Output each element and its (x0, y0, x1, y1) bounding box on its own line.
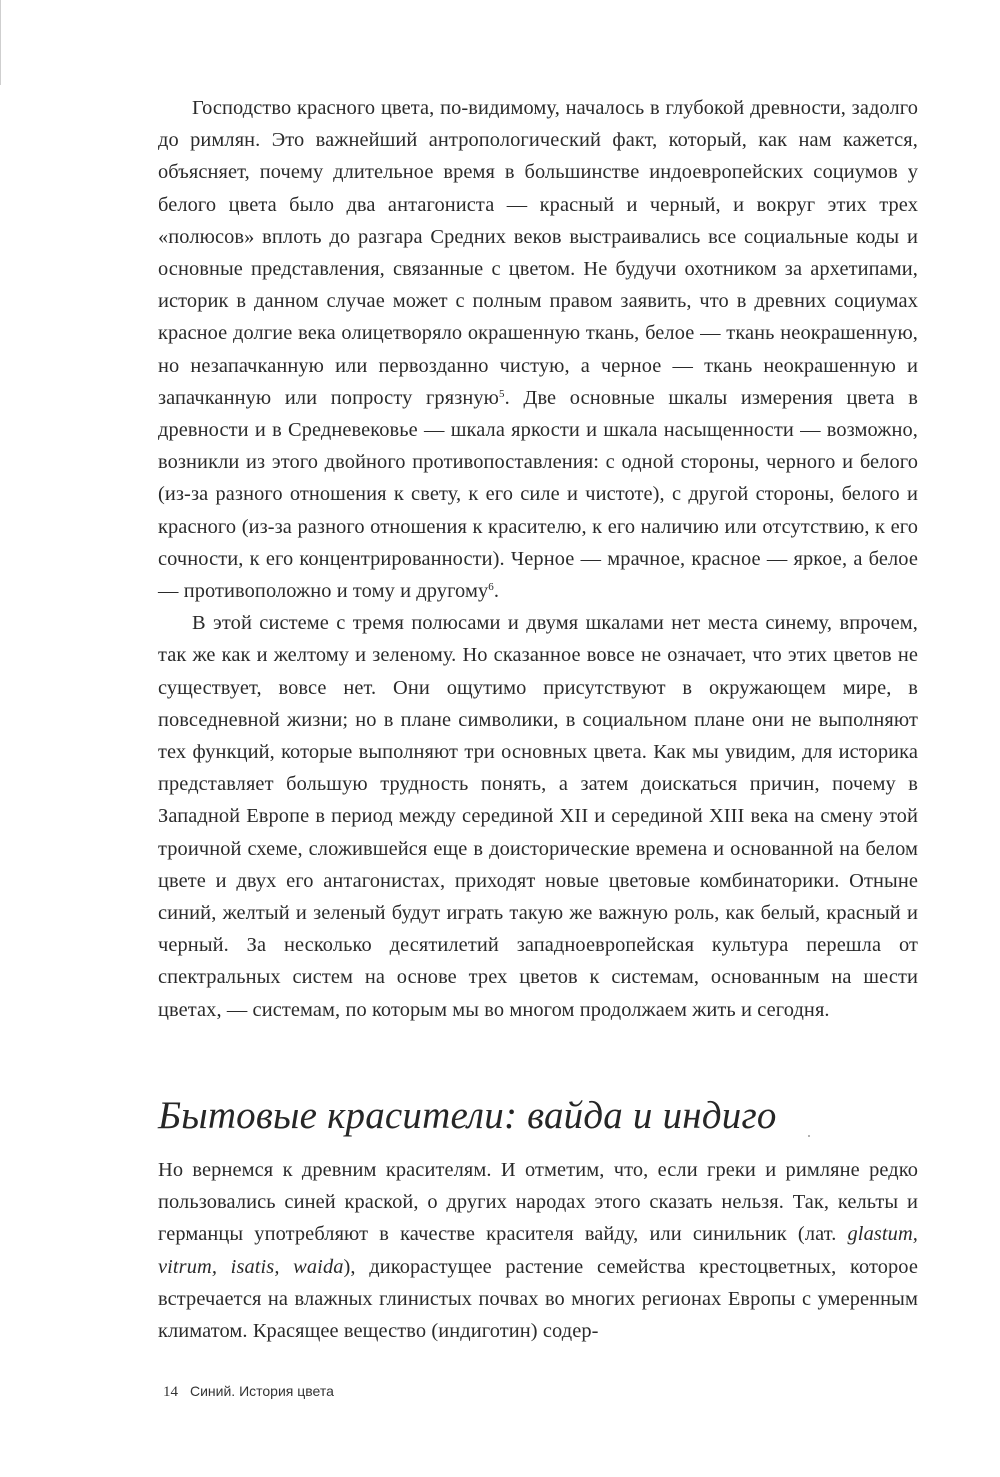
section-text-before: Но вернемся к древним красителям. И отметим, что, если греки и римляне редко пользовались синей краской, о других народах этого сказать нельзя. Так, кельты и германцы употребляют в качестве красителя вайду, или синильник (лат. (158, 1159, 918, 1246)
page-number: 14 (163, 1384, 178, 1400)
running-title: Синий. История цвета (190, 1383, 334, 1399)
paragraph-2: В этой системе с тремя полюсами и двумя шкалами нет места синему, впрочем, так же как и желтому и зеленому. Но сказанное вовсе не означает, что этих цветов не существует, вовсе нет. Они ощутимо присутствуют в окружающем мире, в повседневной жизни; но в плане символики, в социальном плане они не выполняют тех функций, которые выполняют три основных цвета. Как мы увидим, для историка представляет большую трудность понять, а затем доискаться причин, почему в Западной Европе в период между серединой XII и серединой XIII века на смену этой троичной схеме, сложившейся еще в доисторические времена и основанной на белом цвете и двух его антагонистах, приходят новые цветовые комбинаторики. Отныне синий, желтый и зеленый будут играть такую же важную роль, как белый, красный и черный. За несколько десятилетий западноевропейская культура перешла от спектральных систем на основе трех цветов к системам, основанным на шести цветах, — системам, по которым мы во многом продолжаем жить и сегодня. (158, 612, 918, 1021)
section-heading: Бытовые красители: вайда и индиго (158, 1094, 777, 1137)
paragraph-1-end: . (493, 580, 500, 603)
paragraph-1-text: Господство красного цвета, по-видимому, началось в глубокой древности, задолго до римлян. Это важнейший антропологический факт, который, как нам кажется, объясняет, почему длительное время в большинстве индоевропейских социумов у белого цвета было два антагониста — красный и черный, и вокруг этих трех «полюсов» вплоть до разгара Средних веков выстраивались все социальные коды и основные представления, связанные с цветом. Не будучи охотником за архетипами, историк в данном случае может с полным правом заявить, что в древних социумах красное долгие века олицетворяло окрашенную ткань, белое — ткань неокрашенную, но незапачканную или первозданно чистую, а черное — ткань неокрашенную и запачканную или попросту грязную (158, 97, 918, 409)
paragraph-1-text-cont: . Две основные шкалы измерения цвета в древности и в Средневековье — шкала яркости и шкала насыщенности — возможно, возникли из этого двойного противопоставления: с одной стороны, черного и белого (из-за разного отношения к свету, к его силе и чистоте), с другой стороны, белого и красного (из-за разного отношения к красителю, к его наличию или отсутствию, к его сочности, к его концентрированности). Черное — мрачное, красное — яркое, а белое — противоположно и тому и другому (158, 386, 918, 603)
page-edge (0, 0, 1, 85)
footnote-ref-5[interactable]: 5 (499, 387, 505, 400)
page-footer (163, 1381, 334, 1402)
body-text (158, 92, 918, 1026)
section-text (158, 1154, 918, 1347)
section-paragraph-1 (158, 1154, 918, 1347)
latin-terms: glastum, vitrum, isatis, waida (158, 1223, 918, 1278)
paragraph-1 (158, 92, 918, 607)
speck (808, 1135, 810, 1137)
footnote-ref-6[interactable]: 6 (488, 581, 494, 594)
section-text-after: ), дикорастущее растение семейства крестоцветных, которое встречается на влажных глинистых почвах во многих регионах Европы с умеренным климатом. Красящее вещество (индиготин) содер- (158, 1255, 918, 1343)
